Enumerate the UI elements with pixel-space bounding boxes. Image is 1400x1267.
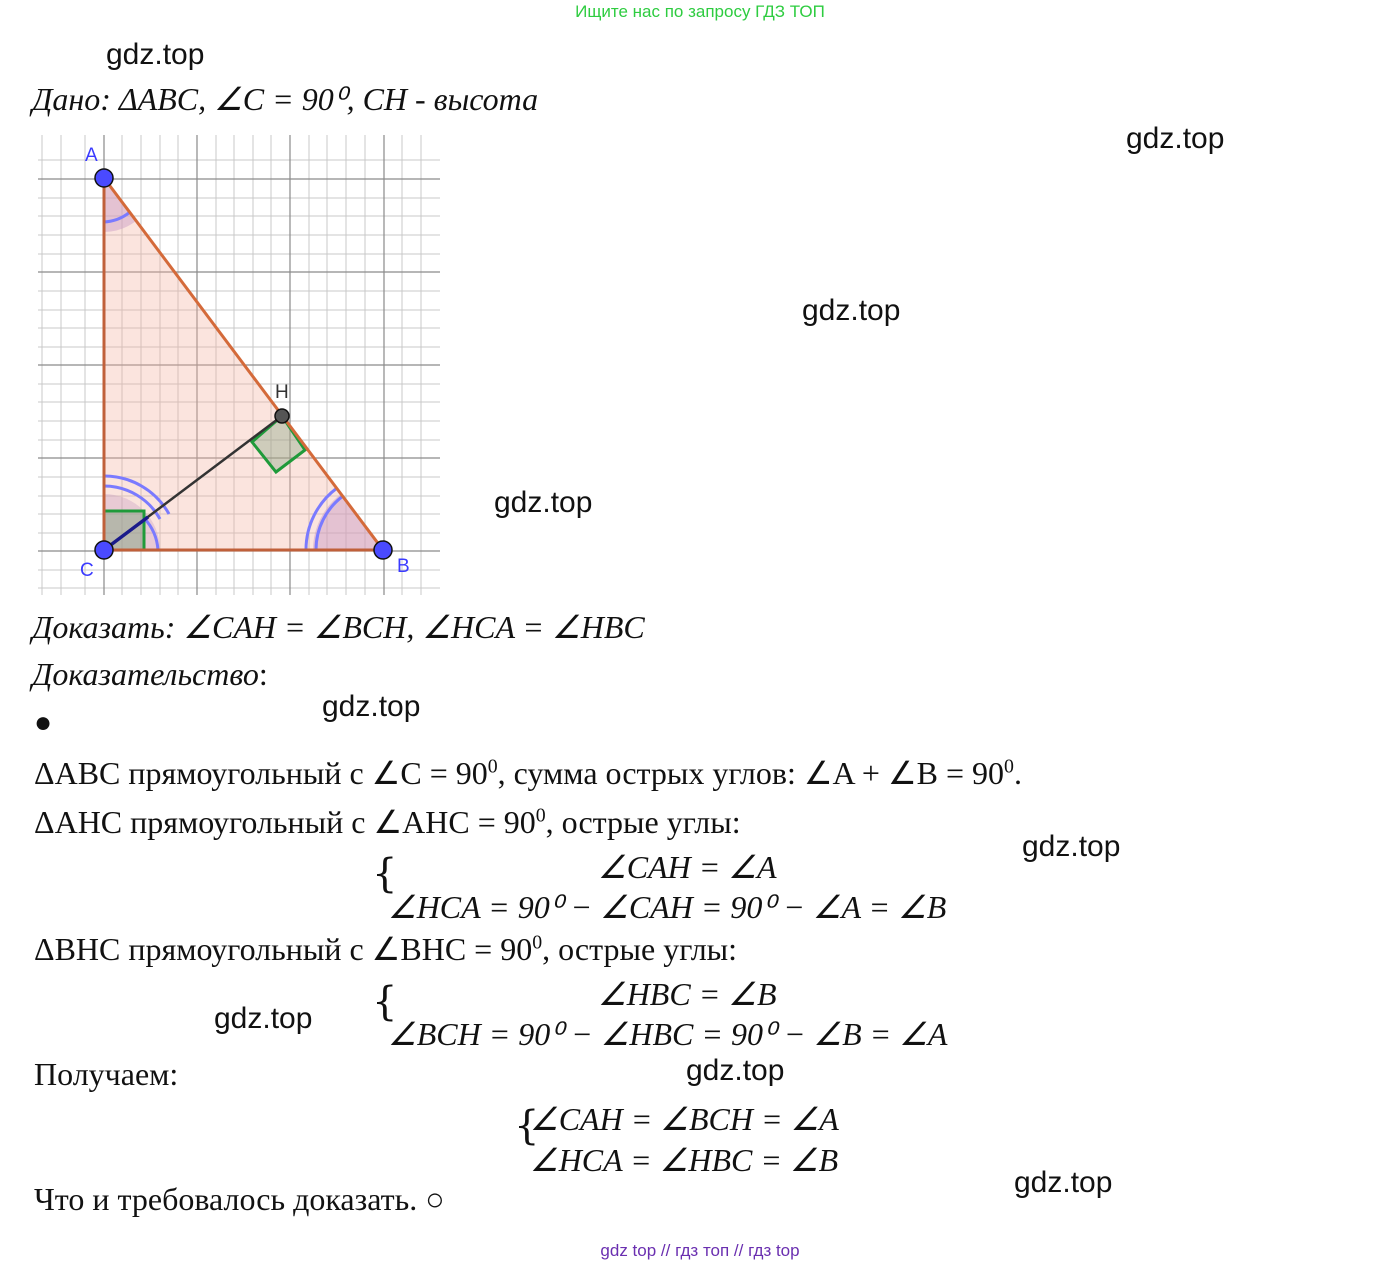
watermark: gdz.top [106,38,205,71]
watermark: gdz.top [214,1002,313,1035]
text-segment: , сумма острых углов: ∠A + ∠B = 90 [497,755,1005,791]
given-text: : ΔABC, ∠C = 90⁰, CH - высота [100,81,539,117]
point-c [95,541,113,559]
point-b [374,541,392,559]
given-line [32,80,538,118]
system2-line2: ∠BCH = 90⁰ − ∠HBC = 90⁰ − ∠B = ∠A [388,1016,948,1052]
prove-line [32,608,645,646]
watermark: gdz.top [686,1054,785,1087]
label-h: H [275,382,289,403]
watermark: gdz.top [802,294,901,327]
text-segment: ΔABC прямоугольный с ∠C = 90 [34,755,488,791]
text-segment: . [1013,755,1022,791]
superscript: 0 [535,804,546,827]
point-a [95,169,113,187]
proof-colon: : [258,656,268,692]
result-label: Получаем: [34,1056,179,1092]
system1-line2: ∠HCA = 90⁰ − ∠CAH = 90⁰ − ∠A = ∠B [388,889,947,925]
triangle-figure [30,130,450,600]
system3-line2: ∠HCA = ∠HBC = ∠B [530,1142,839,1178]
superscript: 0 [1004,755,1014,778]
label-c: C [80,560,94,581]
system2-line1: ∠HBC = ∠B [598,976,777,1012]
text-segment: ΔAHC прямоугольный с ∠AHC = 90 [34,804,536,840]
conclusion: Что и требовалось доказать. ○ [34,1181,445,1217]
system1-line1: ∠CAH = ∠A [598,849,777,885]
prove-text: : ∠CAH = ∠BCH, ∠HCA = ∠HBC [164,609,645,645]
label-a: A [85,145,98,166]
text-segment: ΔBHC прямоугольный с ∠BHC = 90 [34,931,533,967]
proof-heading [32,656,268,693]
system3-line1: ∠CAH = ∠BCH = ∠A [530,1101,839,1137]
given-label: Дано [32,81,101,117]
point-h [275,409,289,423]
prove-label: Доказать [32,609,165,645]
superscript: 0 [487,755,498,778]
system-brace: { [514,1103,540,1149]
system-brace: { [372,851,398,897]
bullet-marker: ● [34,706,53,739]
text-segment: , острые углы: [545,804,741,840]
footer-links[interactable]: gdz top // гдз топ // гдз top [600,1241,800,1260]
search-banner: Ищите нас по запросу ГДЗ ТОП [575,2,825,21]
proof-line-bhc [34,930,737,968]
proof-line-abc [34,754,1022,792]
proof-line-ahc [34,803,741,841]
proof-label: Доказательство [32,656,259,692]
watermark: gdz.top [1022,830,1121,863]
label-b: B [397,556,410,577]
text-segment: , острые углы: [542,931,738,967]
watermark: gdz.top [1014,1166,1113,1199]
watermark: gdz.top [1126,122,1225,155]
system-brace: { [372,979,398,1025]
superscript: 0 [532,931,543,954]
watermark: gdz.top [494,486,593,519]
watermark: gdz.top [322,690,421,723]
